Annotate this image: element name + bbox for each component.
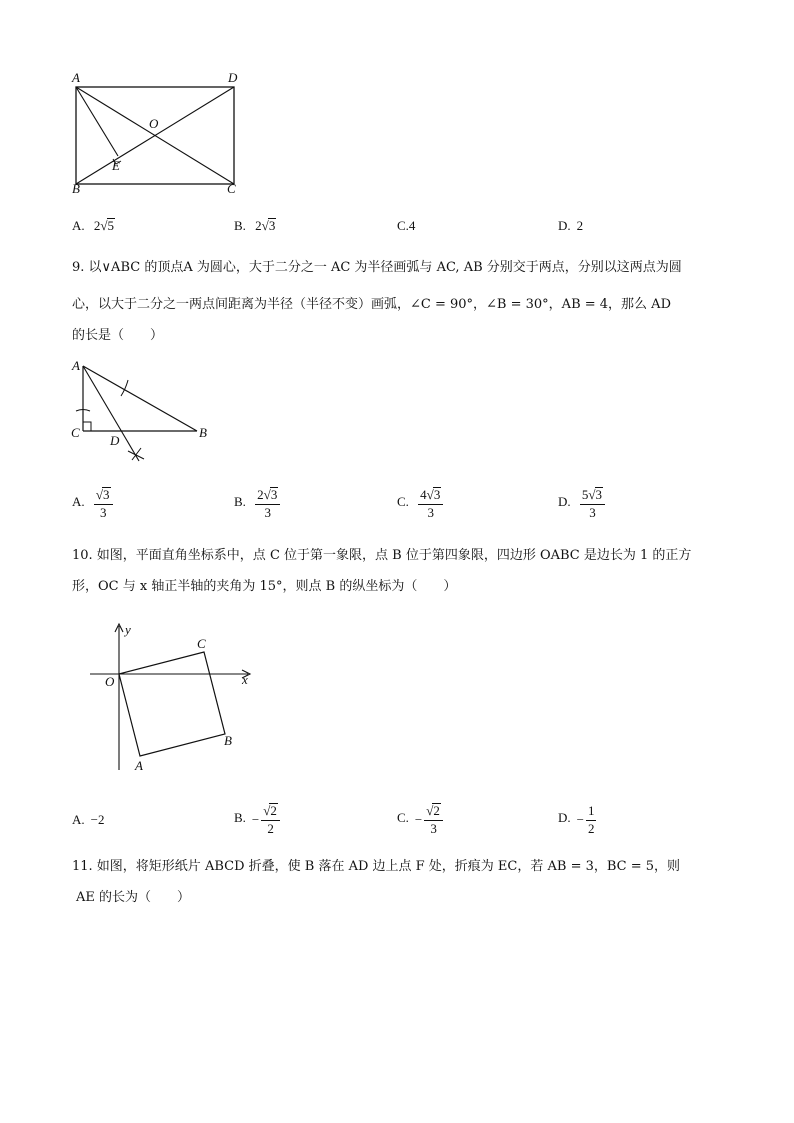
denominator: 3 xyxy=(264,505,271,520)
label-y: y xyxy=(125,622,131,637)
q11-stem-line-1: 11. 如图，将矩形纸片 ABCD 折叠，使 B 落在 AD 边上点 F 处，折痕为 EC，若 AB = 3，BC = 5，则 xyxy=(72,859,681,874)
fraction xyxy=(586,802,597,837)
q10-stem-line-2: 形，OC 与 x 轴正半轴的夹角为 15°，则点 B 的纵坐标为（ ） xyxy=(72,579,457,594)
option-label: A. xyxy=(72,494,85,510)
denominator: 3 xyxy=(430,821,437,836)
q9-stem-line-1: 9. 以∨ABC 的顶点A 为圆心，大于二分之一 AC 为半径画弧与 AC, AB 分别交于两点，分别以这两点为圆 xyxy=(72,260,682,275)
coef: 4 xyxy=(420,487,427,502)
fraction: $\frac{2√3}{3}$ xyxy=(255,486,280,521)
coef: 2 xyxy=(255,218,262,233)
q8-option-b[interactable]: B. 2√3 xyxy=(234,218,276,233)
label-d: D xyxy=(228,70,238,85)
denominator: 3 xyxy=(427,505,434,520)
fraction: $\frac{√3}{3}$ xyxy=(94,486,113,521)
label-o: O xyxy=(105,674,115,689)
label-x: x xyxy=(242,672,248,687)
radicand: 3 xyxy=(103,487,110,502)
q9-option-d[interactable] xyxy=(558,486,605,521)
q9-stem-line-2: 心，以大于二分之一两点间距离为半径（半径不变）画弧，∠C = 90°，∠B = 30°，AB = 4，那么 AD xyxy=(72,297,671,312)
q10-option-d[interactable] xyxy=(558,802,596,837)
q9-option-b[interactable] xyxy=(234,486,280,521)
numerator: 1 xyxy=(586,802,597,821)
denominator: 3 xyxy=(589,505,596,520)
option-label: D. xyxy=(558,494,571,510)
option-label: D. xyxy=(558,810,571,826)
fraction: $\frac{√2}{2}$ xyxy=(261,802,280,837)
q9-stem-line-3: 的长是（ ） xyxy=(72,328,164,343)
minus-sign: − xyxy=(414,811,423,827)
minus-sign: − xyxy=(576,811,584,827)
square-oabc xyxy=(119,652,225,756)
label-c: C xyxy=(71,425,80,440)
option-label: B. xyxy=(234,218,246,233)
q9-option-a[interactable] xyxy=(72,486,113,521)
label-a: A xyxy=(72,358,80,373)
option-label: B. xyxy=(234,810,246,826)
side-ab xyxy=(83,366,197,431)
label-b: B xyxy=(224,733,232,748)
fraction: $\frac{5√3}{3}$ xyxy=(580,486,605,521)
right-angle-mark xyxy=(83,422,91,431)
coef: 2 xyxy=(93,218,101,233)
arc-cross-mark xyxy=(128,448,144,460)
option-value: 4 xyxy=(408,218,416,233)
rectangle-figure xyxy=(60,62,260,197)
label-c: C xyxy=(197,636,206,651)
option-value: 2 xyxy=(576,218,584,233)
q9-option-c[interactable] xyxy=(397,486,443,521)
label-a: A xyxy=(135,758,143,773)
coef: 5 xyxy=(581,487,589,502)
option-label: C. xyxy=(397,810,409,826)
triangle-figure xyxy=(66,356,216,471)
option-label: A. xyxy=(72,218,85,233)
option-label: A. xyxy=(72,812,85,827)
label-a: A xyxy=(72,70,80,85)
denominator: 2 xyxy=(267,821,274,836)
q10-stem-line-1: 10. 如图，平面直角坐标系中，点 C 位于第一象限，点 B 位于第四象限，四边形 OABC 是边长为 1 的正方 xyxy=(72,548,692,563)
radicand: 3 xyxy=(433,487,441,502)
q8-option-c[interactable] xyxy=(397,218,415,234)
label-o: O xyxy=(149,116,159,131)
label-d: D xyxy=(110,433,120,448)
fraction: $\frac{√2}{3}$ xyxy=(424,802,443,837)
q8-option-a[interactable]: A. 2√5 xyxy=(72,218,115,233)
option-label: C. xyxy=(397,218,409,233)
radicand: 2 xyxy=(433,803,440,818)
minus-sign: − xyxy=(251,811,260,827)
option-label: D. xyxy=(558,218,571,233)
radicand: 2 xyxy=(270,803,277,818)
radicand: 5 xyxy=(107,218,115,233)
label-e: E xyxy=(112,158,120,173)
coef: 2 xyxy=(257,487,264,502)
option-value: −2 xyxy=(90,812,105,827)
denominator: 3 xyxy=(99,505,107,520)
option-label: C. xyxy=(397,494,409,510)
label-b: B xyxy=(199,425,207,440)
q10-option-a[interactable] xyxy=(72,812,104,828)
q10-option-c[interactable] xyxy=(397,802,443,837)
fraction: $\frac{4√3}{3}$ xyxy=(418,486,443,521)
q8-option-d[interactable] xyxy=(558,218,583,234)
q11-stem-line-2: AE 的长为（ ） xyxy=(76,890,191,905)
option-label: B. xyxy=(234,494,246,510)
denominator: 2 xyxy=(587,821,595,836)
radicand: 3 xyxy=(595,487,603,502)
radicand: 3 xyxy=(268,218,276,233)
radicand: 3 xyxy=(270,487,278,502)
coordinate-figure xyxy=(80,618,260,778)
label-b: B xyxy=(72,181,80,196)
label-c: C xyxy=(227,181,236,196)
segment-ae xyxy=(76,87,118,156)
q10-option-b[interactable] xyxy=(234,802,280,837)
